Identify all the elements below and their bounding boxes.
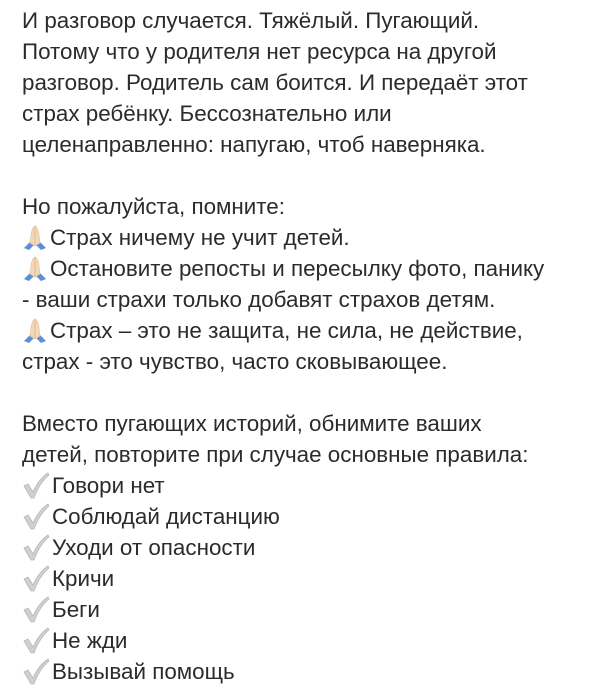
intro-line: Потому что у родителя нет ресурса на другой xyxy=(22,39,497,64)
folded-hands-icon xyxy=(22,222,48,250)
check-mark-icon xyxy=(22,657,50,685)
instead-line: детей, повторите при случае основные правила: xyxy=(22,442,529,467)
paragraph-gap xyxy=(22,377,592,408)
check-mark-icon xyxy=(22,471,50,499)
rule-item xyxy=(22,594,592,625)
check-mark-icon xyxy=(22,502,50,530)
rule-label: Кричи xyxy=(52,566,115,591)
paragraph-gap xyxy=(22,160,592,191)
rule-item xyxy=(22,656,592,687)
rule-item xyxy=(22,501,592,532)
remember-heading: Но пожалуйста, помните: xyxy=(22,194,285,219)
remember-item xyxy=(22,222,592,253)
folded-hands-icon xyxy=(22,315,48,343)
intro-line: страх ребёнку. Бессознательно или xyxy=(22,101,392,126)
rule-item xyxy=(22,470,592,501)
rule-item xyxy=(22,563,592,594)
intro-paragraph xyxy=(22,5,592,160)
post-text xyxy=(22,5,592,687)
check-mark-icon xyxy=(22,564,50,592)
check-mark-icon xyxy=(22,533,50,561)
check-mark-icon xyxy=(22,626,50,654)
remember-item-continuation: - ваши страхи только добавят страхов детям. xyxy=(22,287,496,312)
rule-label: Уходи от опасности xyxy=(52,535,256,560)
folded-hands-icon xyxy=(22,253,48,281)
remember-item xyxy=(22,253,592,284)
intro-line: разговор. Родитель сам боится. И передаёт этот xyxy=(22,70,528,95)
rule-item xyxy=(22,625,592,656)
intro-line: целенаправленно: напугаю, чтоб наверняка. xyxy=(22,132,486,157)
remember-item-text: Страх ничему не учит детей. xyxy=(50,225,350,250)
intro-line: И разговор случается. Тяжёлый. Пугающий. xyxy=(22,8,480,33)
remember-item-text: Страх – это не защита, не сила, не действие, xyxy=(50,318,523,343)
rule-label: Соблюдай дистанцию xyxy=(52,504,280,529)
rules-paragraph xyxy=(22,408,592,687)
remember-paragraph xyxy=(22,191,592,377)
instead-line: Вместо пугающих историй, обнимите ваших xyxy=(22,411,482,436)
check-mark-icon xyxy=(22,595,50,623)
rule-label: Беги xyxy=(52,597,100,622)
rule-label: Говори нет xyxy=(52,473,165,498)
remember-item-text: Остановите репосты и пересылку фото, панику xyxy=(50,256,545,281)
remember-item xyxy=(22,315,592,346)
rule-label: Вызывай помощь xyxy=(52,659,235,684)
rule-label: Не жди xyxy=(52,628,128,653)
rule-item xyxy=(22,532,592,563)
remember-item-continuation: страх - это чувство, часто сковывающее. xyxy=(22,349,448,374)
